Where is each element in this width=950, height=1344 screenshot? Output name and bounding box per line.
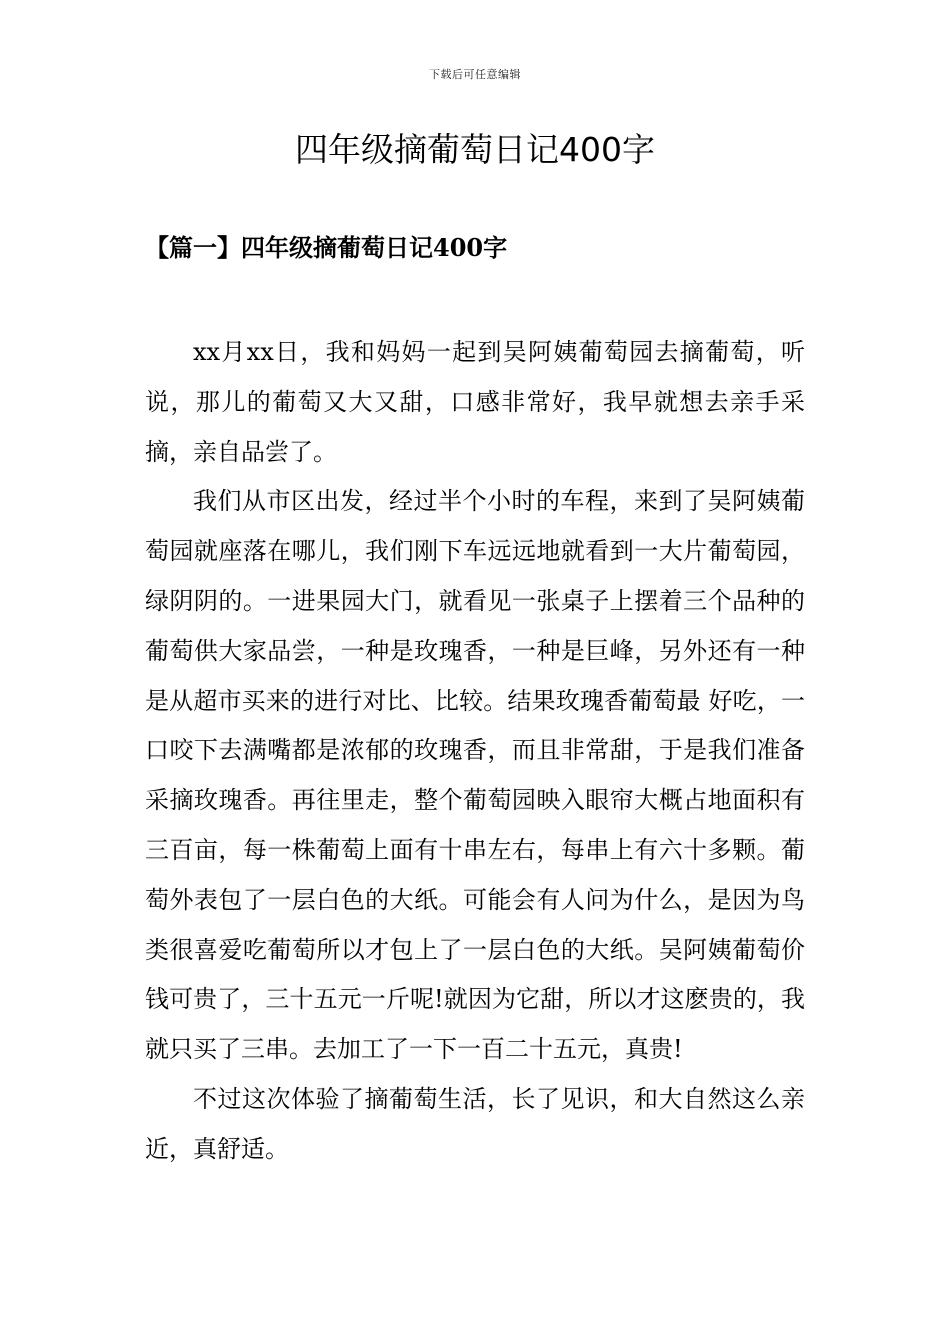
paragraph-1: xx月xx日，我和妈妈一起到吴阿姨葡萄园去摘葡萄，听说，那儿的葡萄又大又甜，口感非常好，我早就想去亲手采摘，亲自品尝了。 — [145, 338, 805, 466]
body-text — [145, 328, 805, 1175]
paragraph-2: 我们从市区出发，经过半个小时的车程，来到了吴阿姨葡萄园就座落在哪儿，我们刚下车远远地就看到一大片葡萄园，绿阴阴的。一进果园大门，就看见一张桌子上摆着三个品种的葡萄供大家品尝，一种是玫瑰香，一种是巨峰，另外还有一种是从超市买来的进行对比、比较。结果玫瑰香葡萄最 好吃，一口咬下去满嘴都是浓郁的玫瑰香，而且非常甜，于是我们准备采摘玫瑰香。再往里走，整个葡萄园映入眼帘大概占地面积有三百亩，每一株葡萄上面有十串左右，每串上有六十多颗。葡萄外表包了一层白色的大纸。可能会有人问为什么，是因为鸟类很喜爱吃葡萄所以才包上了一层白色的大纸。吴阿姨葡萄价钱可贵了，三十五元一斤呢!就因为它甜，所以才这麽贵的，我就只买了三串。去加工了一下一百二十五元，真贵! — [145, 487, 805, 1064]
paragraph-3: 不过这次体验了摘葡萄生活，长了见识，和大自然这么亲近，真舒适。 — [145, 1084, 805, 1163]
header-note: 下载后可任意编辑 — [429, 68, 521, 81]
document-title: 四年级摘葡萄日记400字 — [295, 130, 655, 169]
section-heading: 【篇一】四年级摘葡萄日记400字 — [145, 233, 508, 262]
